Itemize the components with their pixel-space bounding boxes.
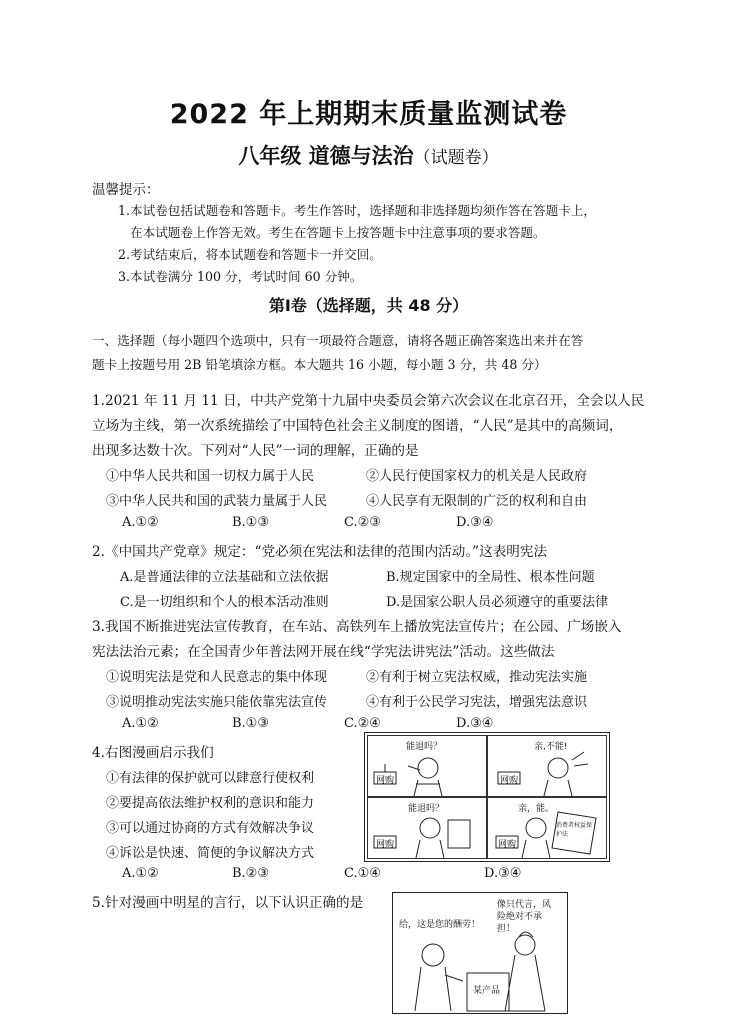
answer-option-a: A.是普通法律的立法基础和立法依据 [120,570,329,585]
answer-option-b: B.规定国家中的全局性、根本性问题 [386,570,595,585]
shop-label: 网购 [500,776,519,786]
statement: ②有利于树立宪法权威，推动宪法实施 [366,670,588,685]
answer-option-c: C.是一切组织和个人的根本活动准则 [120,595,329,610]
comic-speech: 亲，能。 [518,804,555,814]
q4-comic [364,732,610,862]
shop-label: 网购 [498,840,517,850]
comic-panel-2 [487,735,607,797]
section-title: 第Ⅰ卷（选择题，共 48 分） [268,296,469,315]
comic-speech: 给，这是您的酬劳！ [399,920,481,930]
comic-speech: 能退吗？ [408,804,445,814]
comic-speech: 能退吗？ [406,742,443,752]
answer-option-b: B.②③ [232,866,269,881]
q5-comic [392,892,568,1014]
statement: ①有法律的保护就可以肆意行使权利 [106,771,315,786]
answer-option-b: B.①③ [232,716,269,731]
statement: ④有利于公民学习宪法，增强宪法意识 [366,695,588,710]
answer-option-a: A.①② [122,716,159,731]
exam-subtitle [0,140,737,170]
comic-speech: 亲,不能! [534,742,568,752]
answer-option-b: B.①③ [232,515,269,530]
question-stem: 出现多达数十次。下列对“人民”一词的理解，正确的是 [92,443,419,459]
answer-option-d: D.③④ [456,515,494,530]
comic-panel-1 [367,735,487,797]
statement: ④诉讼是快速、简便的争议解决方式 [106,846,315,861]
question-stem: 立场为主线，第一次系统描绘了中国特色社会主义制度的图谱，“人民”是其中的高频词， [92,418,623,434]
comic-panel-3 [367,797,487,859]
statement: ③可以通过协商的方式有效解决争议 [106,821,315,836]
answer-option-d: D.是国家公职人员必须遵守的重要法律 [386,595,609,610]
notice-item: 在本试题卷上作答无效。考生在答题卡上按答题卡中注意事项的要求答题。 [130,225,546,240]
notice-item: 3.本试卷满分 100 分，考试时间 60 分钟。 [118,269,363,284]
answer-option-a: A.①② [122,515,159,530]
section-instructions: 题卡上按题号用 2B 铅笔填涂方框。本大题共 16 小题，每小题 3 分，共 48 分） [92,357,547,372]
comic-speech: 像只代言，风险绝对不承担！ [497,900,552,934]
product-box-label: 某产品 [473,986,501,996]
section-instructions: 一、选择题（每小题四个选项中，只有一项最符合题意，请将各题正确答案选出来并在答 [92,333,584,348]
question-stem: 4.右图漫画启示我们 [92,745,214,761]
exam-title: 2022 年上期期末质量监测试卷 [169,99,568,130]
statement: ①中华人民共和国一切权力属于人民 [106,469,315,484]
statement: ②要提高依法维护权利的意识和能力 [106,796,315,811]
subject-name: 八年级 道德与法治 [238,144,414,168]
shop-label: 网购 [376,776,395,786]
question-stem: 3.我国不断推进宪法宣传教育，在车站、高铁列车上播放宪法宣传片；在公园、广场嵌入 [92,619,622,635]
notice-item: 2.考试结束后，将本试题卷和答题卡一并交回。 [118,247,382,262]
subtitle-paren: （试题卷） [413,148,499,168]
answer-option-d: D.③④ [484,866,522,881]
statement: ③说明推动宪法实施只能依靠宪法宣传 [106,695,328,710]
notice-label: 温馨提示： [92,182,160,198]
question-stem: 2.《中国共产党章》规定：“党必须在宪法和法律的范围内活动。”这表明宪法 [92,544,548,560]
question-stem: 宪法法治元素；在全国青少年普法网开展在线“学宪法讲宪法”活动。这些做法 [92,644,555,660]
answer-option-c: C.①④ [344,866,381,881]
answer-option-c: C.②④ [344,716,381,731]
statement: ③中华人民共和国的武装力量属于人民 [106,494,328,509]
statement: ②人民行使国家权力的机关是人民政府 [366,469,588,484]
answer-option-c: C.②③ [344,515,381,530]
statement: ④人民享有无限制的广泛的权利和自由 [366,494,588,509]
comic-panel-4 [487,797,607,859]
question-stem: 5.针对漫画中明星的言行，以下认识正确的是 [92,895,364,911]
answer-option-a: A.①② [122,866,159,881]
answer-option-d: D.③④ [456,716,494,731]
statement: ①说明宪法是党和人民意志的集中体现 [106,670,328,685]
notice-item: 1.本试卷包括试题卷和答题卡。考生作答时，选择题和非选择题均须作答在答题卡上， [118,203,596,218]
question-stem: 1.2021 年 11 月 11 日，中共产党第十九届中央委员会第六次会议在北京召开，全会以人民 [92,393,645,409]
shop-label: 网购 [376,840,395,850]
law-document-text: 消费者权益保护法 [556,822,593,838]
